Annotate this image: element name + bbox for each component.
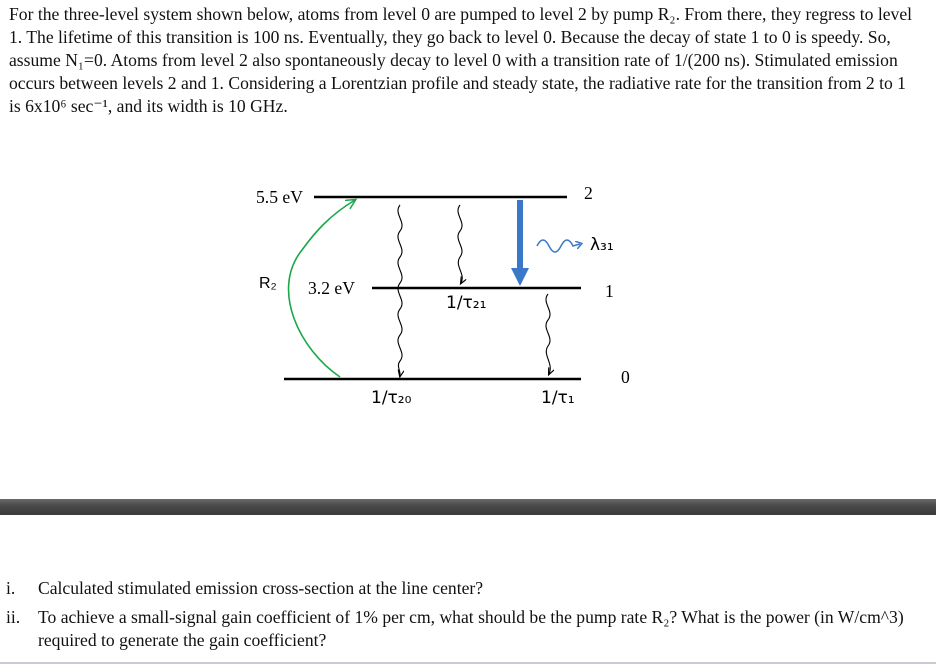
level-0-index: 0 bbox=[621, 367, 630, 387]
section-divider-bar bbox=[0, 499, 936, 515]
question-text: Calculated stimulated emission cross-section at the line center? bbox=[38, 578, 484, 598]
question-list bbox=[6, 577, 926, 658]
bottom-rule bbox=[0, 662, 936, 664]
problem-statement: For the three-level system shown below, atoms from level 0 are pumped to level 2 by pump R₂. From there, they regress to level 1. The lifetime of this transition is 100 ns. Eventually, they go back to level 0. Because the decay of state 1 to 0 is speedy. So, assume N₁=0. Atoms from level 2 also spontaneously decay to level 0 with a transition rate of 1/(200 ns). Stimulated emission occurs between levels 2 and 1. Considering a Lorentzian profile and steady state, the radiative rate for the transition from 2 to 1 is 6x10⁶ sec⁻¹, and its width is 10 GHz. bbox=[9, 4, 913, 116]
level-1-index: 1 bbox=[605, 281, 614, 301]
rate-20-label: 1/τ₂₀ bbox=[371, 388, 412, 408]
stimulated-emission-arrow-shaft bbox=[517, 200, 523, 270]
question-text: To achieve a small-signal gain coefficient of 1% per cm, what should be the pump rate R₂? What is the power (in W/cm^3) required to generate the gain coefficient? bbox=[38, 607, 904, 650]
question-number: i. bbox=[6, 578, 16, 598]
pump-label: R₂ bbox=[259, 275, 277, 292]
rate-21-label: 1/τ₂₁ bbox=[446, 293, 487, 313]
question-item bbox=[6, 577, 926, 600]
rate-1-label: 1/τ₁ bbox=[541, 388, 575, 408]
question-number: ii. bbox=[6, 607, 21, 627]
question-item bbox=[6, 606, 926, 652]
decay-2-0-wave bbox=[398, 205, 402, 376]
level-2-energy-label: 5.5 eV bbox=[256, 187, 303, 207]
emission-wavelength-label: λ₃₁ bbox=[590, 235, 614, 255]
decay-1-0-wave bbox=[546, 294, 550, 374]
level-1-energy-label: 3.2 eV bbox=[308, 278, 355, 298]
stimulated-emission-arrow-head bbox=[511, 268, 529, 286]
level-2-index: 2 bbox=[584, 183, 593, 203]
emitted-photon-wave bbox=[537, 240, 580, 252]
decay-2-1-wave bbox=[458, 205, 462, 283]
